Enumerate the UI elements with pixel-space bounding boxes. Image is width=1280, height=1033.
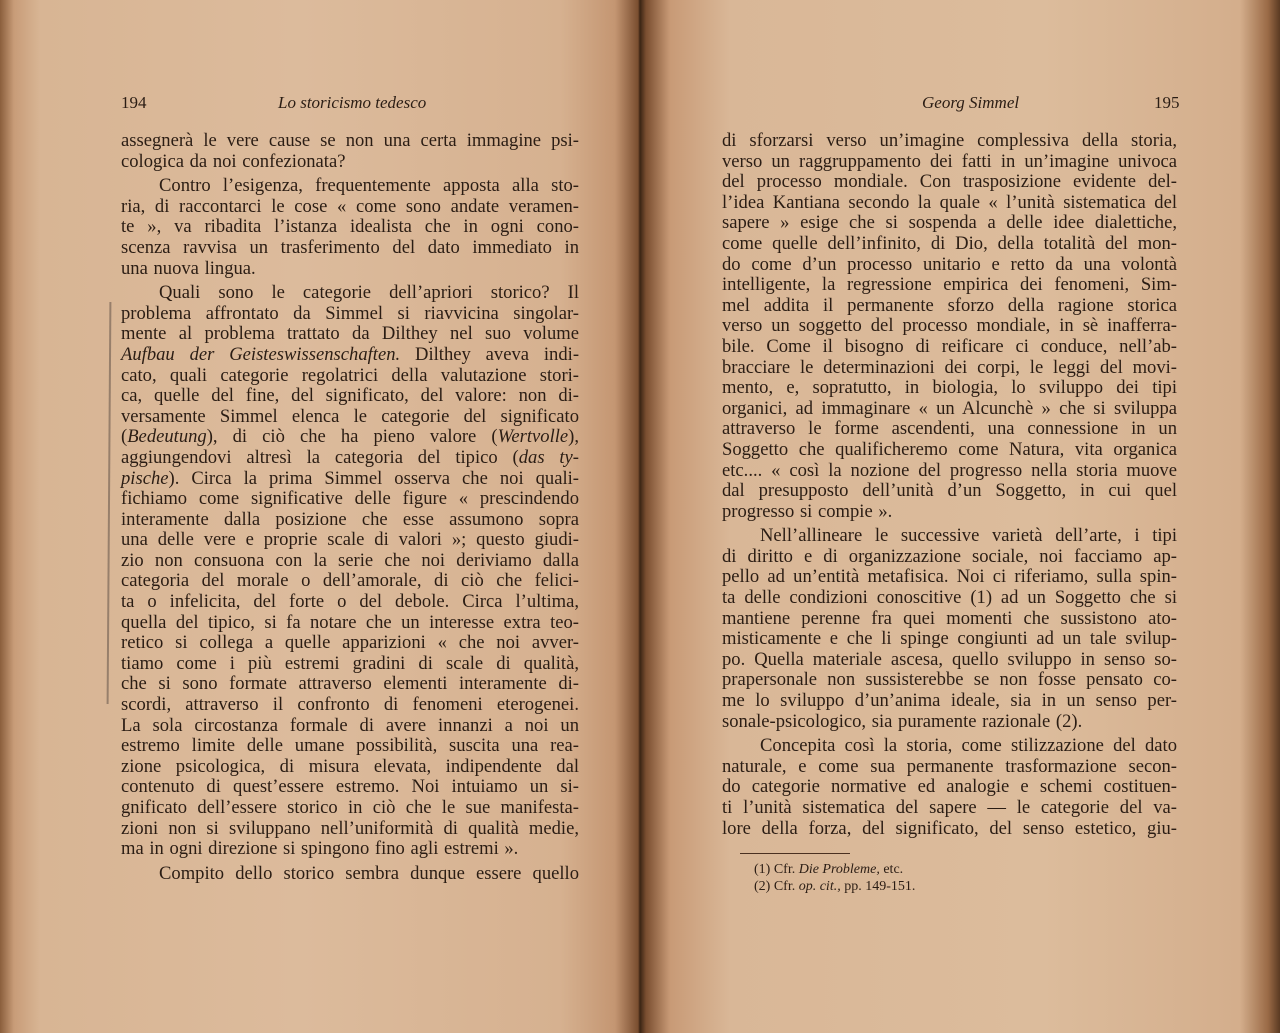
text-segment: bile. Come il bisogno di reificare ci conduce, nell’ab- [722,335,1177,357]
text-line [722,172,1177,193]
pencil-margin-mark [107,302,112,704]
paragraph [722,526,1177,732]
text-line [722,629,1177,650]
footnote-rule [740,853,850,854]
text-segment: verso un soggetto del processo mondiale, in sè inafferra- [722,315,1177,337]
text-column [722,131,1177,839]
text-line [121,304,579,325]
italic-text: Aufbau der Geisteswissenschaften. [121,343,401,365]
text-segment: ma in ogni direzione si spingono fino agli estremi ». [121,838,519,860]
text-segment: fichiamo come significative delle figure « prescindendo [121,488,579,510]
text-segment: verso un raggruppamento dei fatti in un’imagine univoca [722,150,1177,172]
text-segment: l’idea Kantiana secondo la quale « l’unità sistematica del [722,191,1177,213]
text-line [722,296,1177,317]
text-segment: Quali sono le categorie dell’apriori storico? Il [159,282,579,304]
text-segment: ), [568,426,579,448]
text-line [121,197,579,218]
paragraph [121,131,579,172]
text-segment: Contro l’esigenza, frequentemente apposta alla sto- [159,175,579,197]
text-segment: Nell’allineare le successive varietà dell’arte, i tipi [760,525,1177,547]
text-line [121,407,579,428]
text-segment: estremo limite delle umane possibilità, suscita una rea- [121,735,579,757]
text-segment: interamente dalla posizione che esse assumono sopra [121,508,579,530]
text-segment: zione psicologica, di misura elevata, indipendente dal [121,755,579,777]
text-line [722,736,1177,757]
text-segment: (1) Cfr. [754,862,799,877]
text-line [121,571,579,592]
text-line [722,481,1177,502]
text-segment: mantiene perenne fra quei momenti che sussistono ato- [722,607,1177,629]
text-segment: misticamente e che li spinge congiunti ad un tale svilup- [722,628,1177,650]
text-line [722,777,1177,798]
text-segment: di sforzarsi verso un’imagine complessiva della storia, [722,130,1177,151]
text-line [121,716,579,737]
text-line [121,674,579,695]
text-line [121,757,579,778]
text-line [121,217,579,238]
text-line [722,712,1177,733]
text-segment: sonale-psicologico, sia puramente razionale (2). [722,710,1083,732]
text-line [121,654,579,675]
text-segment: scenza ravvisa un trasferimento del dato immediato in [121,236,579,258]
text-line [121,819,579,840]
text-segment: una delle vere e proprie scale di valori »; questo giudi- [121,529,579,551]
text-line [722,567,1177,588]
text-segment: una nuova lingua. [121,257,256,279]
text-segment: bracciare le determinazioni dei corpi, le leggi del movi- [722,356,1177,378]
text-line [722,337,1177,358]
text-line [722,399,1177,420]
text-segment: do come d’un processo unitario e retto da una volontà [722,253,1177,275]
text-segment: progresso si compie ». [722,500,893,522]
text-segment: mel addita il permanente sforzo della ragione storica [722,294,1177,316]
text-segment: Soggetto che qualificheremo come Natura, vita organica [722,438,1177,460]
text-line [121,176,579,197]
text-line [121,366,579,387]
text-segment: ), di ciò che ha pieno valore ( [206,426,498,448]
text-segment: sapere » esige che si sospenda a delle idee dialettiche, [722,212,1177,234]
text-segment: del processo mondiale. Con trasposizione evidente del- [722,171,1177,193]
text-line [121,613,579,634]
text-segment: che si sono formate attraverso elementi interamente di- [121,673,579,695]
text-segment: cato, quali categorie regolatrici della valutazione stori- [121,364,579,386]
text-line [722,358,1177,379]
text-segment: problema affrontato da Simmel si riavvicina singolar- [121,302,579,324]
text-segment: assegnerà le vere cause se non una certa immagine psi- [121,130,579,151]
text-segment: retico si collega a quelle apparizioni « che noi avver- [121,632,579,654]
text-line [121,324,579,345]
text-segment: mento, e, sopratutto, in biologia, lo sviluppo dei tipi [722,377,1177,399]
text-line [722,378,1177,399]
text-segment: pello ad un’entità metafisica. Noi ci riferiamo, sulla spin- [722,566,1177,588]
text-segment: versamente Simmel elenca le categorie del significato [121,405,579,427]
text-line [121,131,579,152]
text-line [722,255,1177,276]
text-segment: ta delle condizioni conoscitive (1) ad un Soggetto che si [722,587,1177,609]
footnote [754,878,915,895]
italic-text: op. cit., [798,879,841,894]
text-line [121,238,579,259]
text-segment: ria, di raccontarci le cose « come sono andate veramen- [121,195,579,217]
text-segment: prapersonale non sussisterebbe se non fosse pensato co- [722,669,1177,691]
text-line [722,798,1177,819]
running-head: Georg Simmel [922,93,1020,112]
paragraph [722,736,1177,839]
text-segment: attraverso le forme ascendenti, una connessione in un [722,418,1177,440]
text-line [121,551,579,572]
text-line [121,798,579,819]
italic-text: pische [121,467,169,489]
page-number: 195 [1154,93,1180,112]
text-segment: intelligente, la regressione empirica dei fenomeni, Sim- [722,274,1177,296]
paragraph [121,864,579,885]
text-line [722,819,1177,840]
text-segment: po. Quella materiale ascesa, quello sviluppo in senso so- [722,648,1177,670]
text-line [722,419,1177,440]
text-segment: categoria del morale o dell’amorale, di ciò che felici- [121,570,579,592]
paragraph [121,283,579,860]
text-line [121,839,579,860]
text-line [722,588,1177,609]
text-segment: mente al problema trattato da Dilthey nel suo volume [121,323,579,345]
text-line [722,547,1177,568]
text-segment: aggiungendovi altresì la categoria del tipico ( [121,446,519,468]
text-line [722,757,1177,778]
text-segment: lore della forza, del significato, del senso estetico, giu- [722,817,1177,839]
text-segment: ta o infelicita, del forte o del debole. Circa l’ultima, [121,591,579,613]
text-line [722,650,1177,671]
text-segment: quella del tipico, si fa notare che un interesse extra teo- [121,611,579,633]
text-line [722,691,1177,712]
text-segment: Concepita così la storia, come stilizzazione del dato [760,735,1177,757]
italic-text: das ty- [518,446,579,468]
text-segment: naturale, e come sua permanente trasformazione secon- [722,755,1177,777]
text-line [121,864,579,885]
text-segment: (2) Cfr. [754,879,799,894]
text-segment: scordi, attraverso il confronto di fenomeni eterogenei. [121,694,579,716]
page-number: 194 [121,93,147,112]
italic-text: Wertvolle [497,426,569,448]
text-segment: ti l’unità sistematica del sapere — le categorie del va- [722,797,1177,818]
text-segment: zio non consuona con la serie che noi deriviamo dalla [121,549,579,571]
text-segment: cologica da noi confezionata? [121,150,346,172]
text-segment: Dilthey aveva indi- [400,343,580,365]
text-segment: etc.... « così la nozione del progresso nella storia muove [722,459,1177,481]
text-segment: La sola circostanza formale di avere innanzi a noi un [121,714,579,736]
text-line [121,510,579,531]
text-segment: contenuto di quest’essere estremo. Noi intuiamo un si- [121,776,579,798]
text-line [121,386,579,407]
text-segment: dal presupposto dell’unità d’un Soggetto, in cui quel [722,480,1177,502]
text-segment: do categorie normative ed analogie e schemi costituen- [722,776,1177,798]
italic-text: Die Probleme, [798,862,880,877]
text-line [121,489,579,510]
paragraph [121,176,579,279]
text-segment: tiamo come i più estremi gradini di scale di qualità, [121,652,579,674]
right-page [640,0,1280,1033]
footnote [754,861,903,878]
text-line [121,152,579,173]
text-line [722,152,1177,173]
text-line [722,193,1177,214]
text-segment: zioni non si sviluppano nell’uniformità di qualità medie, [121,817,579,839]
text-line [121,259,579,280]
text-segment: me lo sviluppo d’un’anima ideale, sia in un senso per- [722,690,1177,712]
text-segment: di diritto e di organizzazione sociale, noi facciamo ap- [722,545,1177,567]
text-column [121,131,579,884]
text-segment: ( [121,426,128,448]
text-line [121,777,579,798]
text-line [722,440,1177,461]
text-line [722,609,1177,630]
text-segment: etc. [879,862,904,877]
text-line [121,283,579,304]
text-line [722,213,1177,234]
running-head: Lo storicismo tedesco [278,93,427,112]
text-line [121,345,579,366]
text-line [722,131,1177,152]
text-segment: pp. 149-151. [840,879,916,894]
text-line [121,530,579,551]
text-line [722,461,1177,482]
text-segment: ca, quelle del fine, del significato, del valore: non di- [121,385,579,407]
text-segment: Compito dello storico sembra dunque essere quello [159,862,579,884]
text-segment: te », va ribadita l’istanza idealista che in ogni cono- [121,216,579,238]
text-line [121,736,579,757]
text-line [722,670,1177,691]
text-line [722,502,1177,523]
text-segment: ). Circa la prima Simmel osserva che noi quali- [168,467,579,489]
text-line [121,695,579,716]
text-line [121,633,579,654]
italic-text: Bedeutung [127,426,207,448]
paragraph [722,131,1177,522]
text-segment: gnificato dell’essere storico in ciò che le sue manifesta- [121,797,579,818]
text-segment: organici, ad immaginare « un Alcunchè » che si sviluppa [722,397,1177,419]
text-line [121,448,579,469]
text-line [722,275,1177,296]
text-line [121,469,579,490]
text-segment: come quelle dell’infinito, di Dio, della totalità del mon- [722,232,1177,254]
text-line [722,526,1177,547]
text-line [722,316,1177,337]
text-line [722,234,1177,255]
text-line [121,592,579,613]
text-line [121,427,579,448]
